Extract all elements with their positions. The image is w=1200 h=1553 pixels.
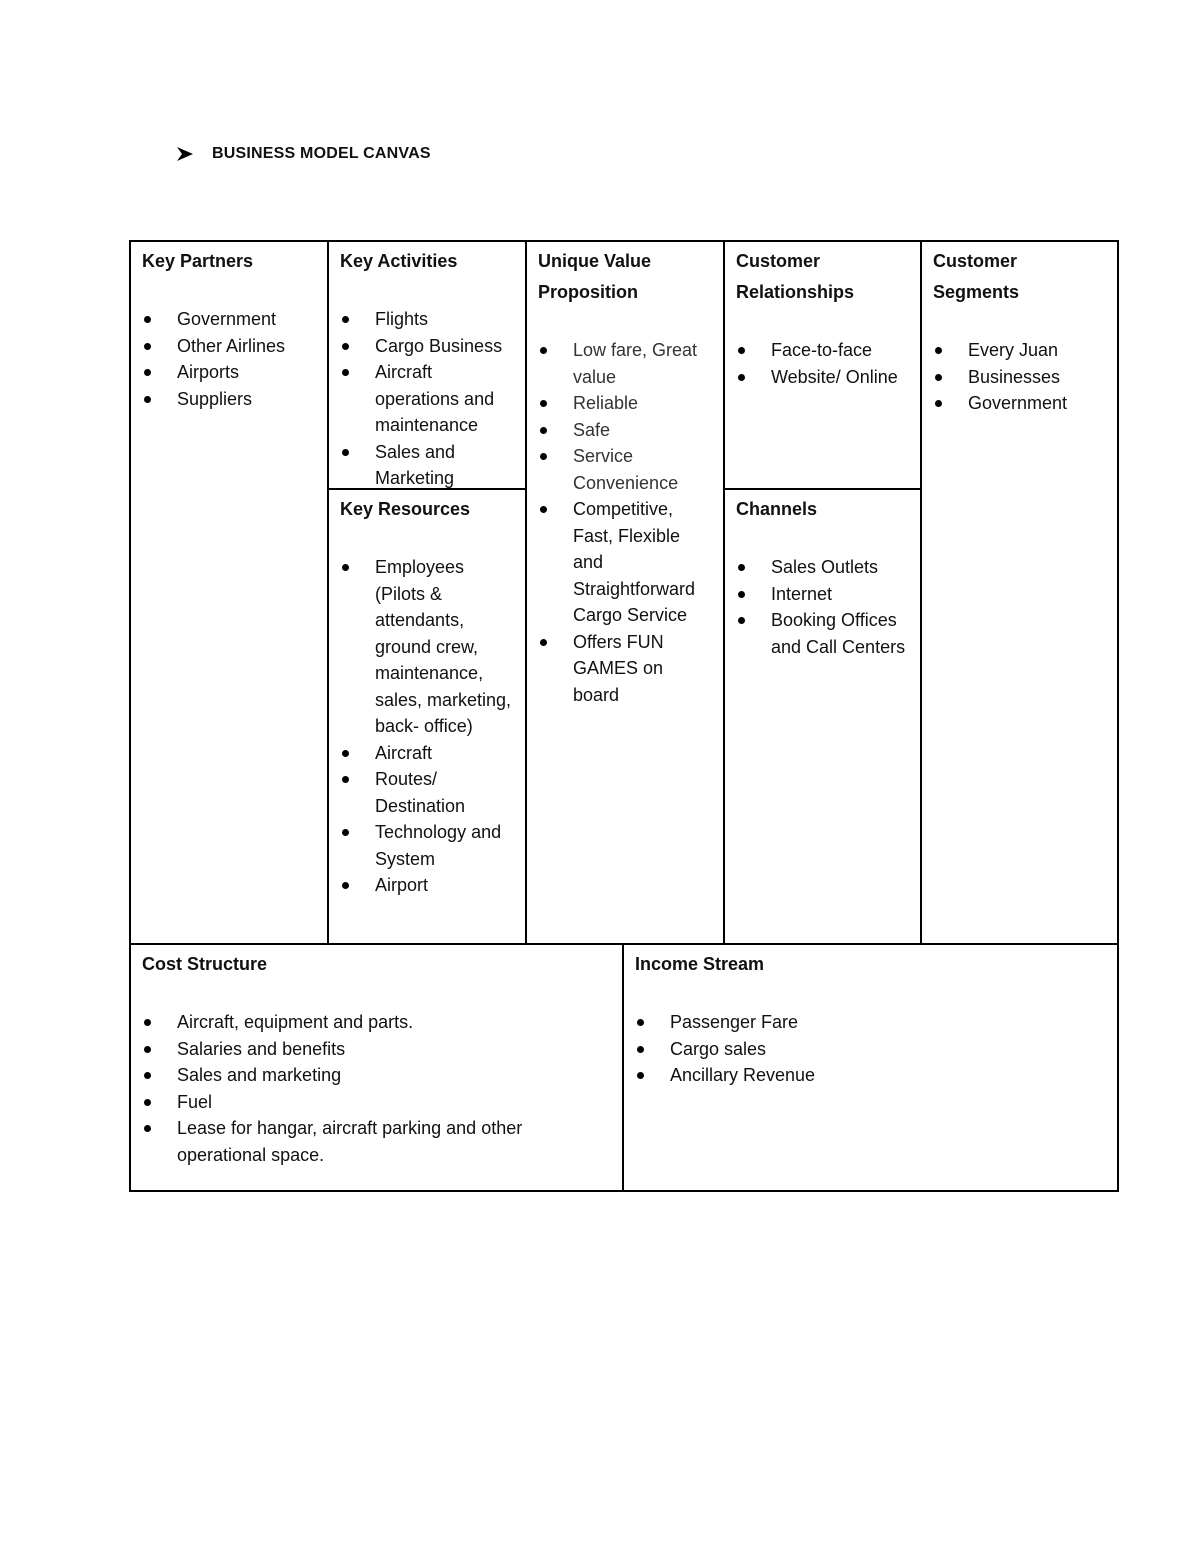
list-item: Fuel	[142, 1089, 612, 1116]
list-item: Aircraft, equipment and parts.	[142, 1009, 612, 1036]
income-stream-list	[635, 1009, 1107, 1089]
customer-segments-cell	[922, 242, 1117, 944]
list-item: Technology and System	[340, 819, 515, 872]
list-item: Salaries and benefits	[142, 1036, 612, 1063]
list-item: Government	[142, 306, 317, 333]
income-stream-cell	[624, 945, 1117, 1190]
list-item: Cargo Business	[340, 333, 515, 360]
list-item: Sales and Marketing	[340, 439, 515, 492]
key-activities-cell	[329, 242, 525, 488]
list-item: Businesses	[933, 364, 1107, 391]
key-partners-list	[142, 306, 317, 412]
list-item: Routes/ Destination	[340, 766, 515, 819]
list-item: Booking Offices and Call Centers	[736, 607, 910, 660]
cost-structure-list	[142, 1009, 612, 1168]
list-item: Safe	[538, 417, 713, 444]
list-item: Passenger Fare	[635, 1009, 1107, 1036]
channels-cell	[725, 490, 920, 944]
customer-segments-list	[933, 337, 1107, 417]
customer-relationships-list	[736, 337, 910, 390]
list-item: Suppliers	[142, 386, 317, 413]
list-item: Aircraft	[340, 740, 515, 767]
list-item: Reliable	[538, 390, 713, 417]
customer-segments-title: Customer Segments	[933, 251, 1020, 302]
cost-structure-cell	[131, 945, 622, 1190]
channels-list	[736, 554, 910, 660]
list-item: Cargo sales	[635, 1036, 1107, 1063]
customer-relationships-title: Customer Relationships	[736, 251, 855, 302]
value-proposition-list	[538, 337, 713, 708]
key-resources-title: Key Resources	[340, 499, 471, 519]
value-proposition-cell	[527, 242, 723, 944]
business-model-canvas-table	[129, 240, 1119, 1192]
key-resources-list	[340, 554, 515, 899]
income-stream-title: Income Stream	[635, 954, 765, 974]
list-item: Airport	[340, 872, 515, 899]
list-item: Internet	[736, 581, 910, 608]
list-item: Employees (Pilots & attendants, ground crew, maintenance, sales, marketing, back- office)	[340, 554, 515, 740]
list-item: Every Juan	[933, 337, 1107, 364]
list-item: Sales and marketing	[142, 1062, 612, 1089]
list-item: Sales Outlets	[736, 554, 910, 581]
list-item: Ancillary Revenue	[635, 1062, 1107, 1089]
list-item: Other Airlines	[142, 333, 317, 360]
list-item: Government	[933, 390, 1107, 417]
key-partners-cell	[131, 242, 327, 944]
key-resources-cell	[329, 490, 525, 944]
customer-relationships-cell	[725, 242, 920, 488]
list-item: Competitive, Fast, Flexible and Straightforward Cargo Service	[538, 496, 713, 629]
key-activities-list	[340, 306, 515, 492]
cost-structure-title: Cost Structure	[142, 954, 268, 974]
arrowhead-bullet-icon	[176, 144, 196, 164]
list-item: Aircraft operations and maintenance	[340, 359, 515, 439]
list-item: Service Convenience	[538, 443, 713, 496]
key-activities-title: Key Activities	[340, 251, 458, 271]
list-item: Lease for hangar, aircraft parking and other operational space.	[142, 1115, 612, 1168]
list-item: Face-to-face	[736, 337, 910, 364]
key-partners-title: Key Partners	[142, 251, 254, 271]
list-item: Website/ Online	[736, 364, 910, 391]
value-proposition-title: Unique Value Proposition	[538, 251, 652, 302]
heading-text: BUSINESS MODEL CANVAS	[212, 145, 431, 162]
list-item: Low fare, Great value	[538, 337, 713, 390]
list-item: Flights	[340, 306, 515, 333]
document-heading	[176, 144, 431, 164]
channels-title: Channels	[736, 499, 818, 519]
list-item: Offers FUN GAMES on board	[538, 629, 713, 709]
list-item: Airports	[142, 359, 317, 386]
